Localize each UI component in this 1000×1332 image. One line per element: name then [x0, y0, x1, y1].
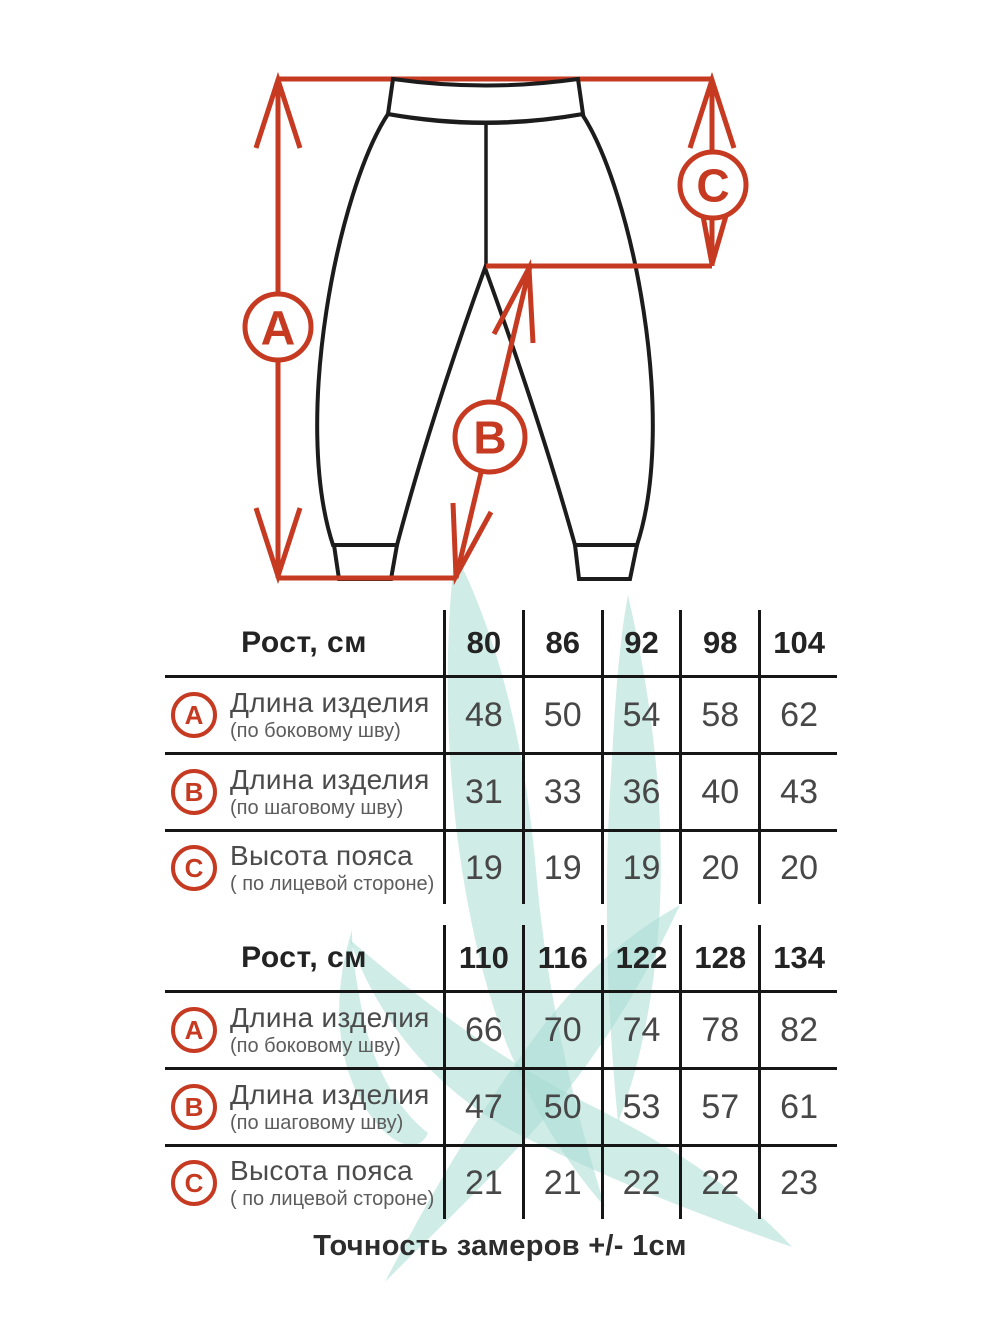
row-title: Длина изделия [230, 686, 430, 718]
size-column-header: 92 [601, 610, 680, 678]
size-value-cell: 58 [679, 678, 758, 755]
row-label-text [230, 1002, 430, 1058]
row-label-text [230, 840, 434, 896]
size-value-cell: 43 [758, 755, 837, 832]
size-value-cell: 74 [601, 993, 680, 1070]
row-marker-circle [171, 769, 217, 815]
size-value-cell: 47 [443, 1070, 522, 1147]
size-value-cell: 82 [758, 993, 837, 1070]
marker-letter-b: B [473, 411, 507, 464]
row-label-b [165, 755, 443, 832]
table-header-label: Рост, см [165, 925, 443, 993]
row-subtitle: ( по лицевой стороне) [230, 873, 435, 896]
size-value-cell: 78 [679, 993, 758, 1070]
size-value-cell: 19 [443, 832, 522, 904]
size-value-cell: 21 [522, 1147, 601, 1219]
row-title: Высота пояса [230, 839, 414, 871]
row-subtitle: (по шаговому шву) [230, 1112, 404, 1135]
size-value-cell: 36 [601, 755, 680, 832]
size-value-cell: 61 [758, 1070, 837, 1147]
size-value-cell: 54 [601, 678, 680, 755]
row-title: Длина изделия [230, 763, 430, 795]
row-title: Длина изделия [230, 1078, 430, 1110]
row-marker-letter: B [184, 1091, 204, 1122]
size-value-cell: 62 [758, 678, 837, 755]
row-marker-circle [171, 845, 217, 891]
size-value-cell: 22 [679, 1147, 758, 1219]
size-value-cell: 31 [443, 755, 522, 832]
size-value-cell: 50 [522, 1070, 601, 1147]
size-column-header: 98 [679, 610, 758, 678]
size-value-cell: 19 [522, 832, 601, 904]
size-value-cell: 20 [758, 832, 837, 904]
size-column-header: 122 [601, 925, 680, 993]
size-value-cell: 70 [522, 993, 601, 1070]
left-cuff [334, 545, 397, 579]
row-subtitle: (по боковому шву) [230, 720, 401, 743]
waistband [388, 79, 583, 123]
row-marker-circle [171, 1160, 217, 1206]
size-value-cell: 50 [522, 678, 601, 755]
row-marker-circle [171, 1007, 217, 1053]
row-marker-letter: C [184, 1167, 204, 1198]
size-value-cell: 22 [601, 1147, 680, 1219]
row-label-c [165, 832, 443, 904]
row-label-a [165, 678, 443, 755]
row-marker-letter: A [184, 699, 204, 730]
marker-letter-a: A [260, 302, 296, 356]
size-column-header: 134 [758, 925, 837, 993]
size-value-cell: 48 [443, 678, 522, 755]
marker-letter-c: C [696, 159, 730, 212]
row-subtitle: (по шаговому шву) [230, 797, 404, 820]
size-value-cell: 33 [522, 755, 601, 832]
tolerance-note: Точность замеров +/- 1см [313, 1230, 687, 1262]
size-value-cell: 40 [679, 755, 758, 832]
size-column-header: 86 [522, 610, 601, 678]
size-value-cell: 20 [679, 832, 758, 904]
size-value-cell: 53 [601, 1070, 680, 1147]
table-header-label: Рост, см [165, 610, 443, 678]
right-cuff [575, 545, 637, 579]
size-column-header: 104 [758, 610, 837, 678]
row-marker-letter: C [184, 852, 204, 883]
row-label-text [230, 764, 430, 820]
row-marker-letter: B [184, 776, 204, 807]
size-value-cell: 21 [443, 1147, 522, 1219]
row-label-text [230, 1079, 430, 1135]
row-subtitle: (по боковому шву) [230, 1035, 401, 1058]
row-title: Длина изделия [230, 1001, 430, 1033]
size-value-cell: 57 [679, 1070, 758, 1147]
size-table-110-134 [165, 925, 837, 1219]
row-marker-circle [171, 692, 217, 738]
size-column-header: 116 [522, 925, 601, 993]
size-column-header: 110 [443, 925, 522, 993]
row-label-b [165, 1070, 443, 1147]
row-label-text [230, 1155, 434, 1211]
size-value-cell: 66 [443, 993, 522, 1070]
row-label-c [165, 1147, 443, 1219]
row-marker-letter: A [184, 1014, 204, 1045]
row-subtitle: ( по лицевой стороне) [230, 1188, 435, 1211]
row-marker-circle [171, 1084, 217, 1130]
size-column-header: 80 [443, 610, 522, 678]
row-label-a [165, 993, 443, 1070]
size-column-header: 128 [679, 925, 758, 993]
size-value-cell: 19 [601, 832, 680, 904]
size-table-80-104 [165, 610, 837, 904]
size-value-cell: 23 [758, 1147, 837, 1219]
row-label-text [230, 687, 430, 743]
row-title: Высота пояса [230, 1154, 414, 1186]
pants-diagram [0, 0, 1000, 600]
